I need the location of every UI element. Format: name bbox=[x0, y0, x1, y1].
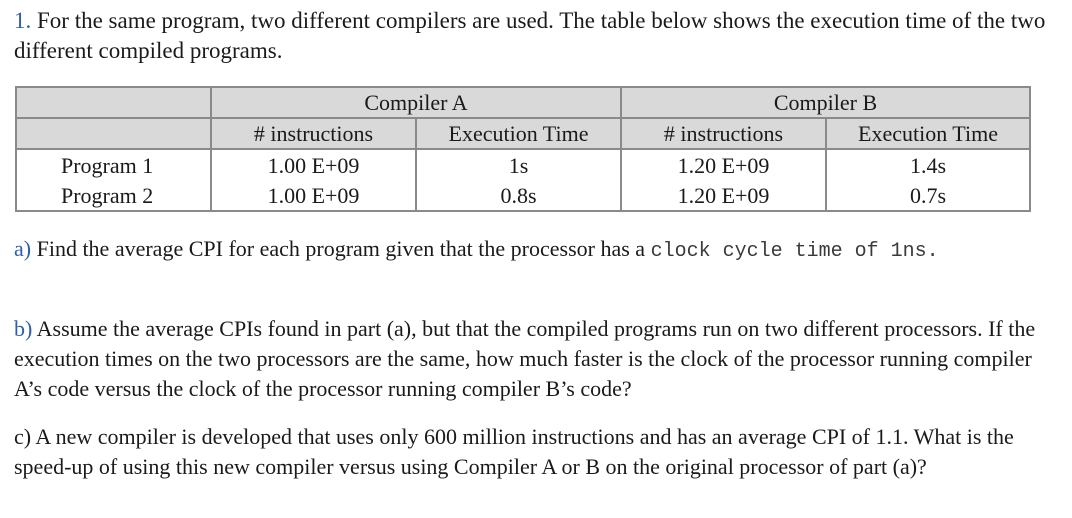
table-corner-cell bbox=[16, 118, 211, 149]
part-c bbox=[14, 422, 1054, 482]
question-intro bbox=[14, 6, 1054, 66]
table-row bbox=[16, 180, 1030, 211]
col-header-b-exec-time: Execution Time bbox=[826, 118, 1030, 149]
part-b-text: Assume the average CPIs found in part (a), but that the compiled programs run on two different processors. If the execution times on the two processors are the same, how much faster is the clock of the processor running compiler A’s code versus the clock of the processor running compiler B’s code? bbox=[14, 316, 1036, 401]
table-row bbox=[16, 149, 1030, 180]
cell-a-instructions: 1.00 E+09 bbox=[211, 149, 416, 180]
execution-time-table bbox=[15, 86, 1031, 212]
table-column-header-row bbox=[16, 118, 1030, 149]
cell-b-instructions: 1.20 E+09 bbox=[621, 180, 826, 211]
cell-b-instructions: 1.20 E+09 bbox=[621, 149, 826, 180]
part-a-code: clock cycle time of 1ns. bbox=[650, 240, 939, 263]
compiler-b-header: Compiler B bbox=[621, 87, 1030, 118]
cell-a-exec-time: 1s bbox=[416, 149, 621, 180]
part-a-text: Find the average CPI for each program given that the processor has a bbox=[36, 236, 646, 261]
part-b-letter: b) bbox=[14, 316, 33, 341]
part-c-letter: c) bbox=[14, 424, 32, 449]
part-b bbox=[14, 314, 1054, 404]
cell-a-exec-time: 0.8s bbox=[416, 180, 621, 211]
col-header-a-exec-time: Execution Time bbox=[416, 118, 621, 149]
question-intro-text: For the same program, two different compilers are used. The table below shows the execution time of the two different compiled programs. bbox=[14, 8, 1046, 63]
table-corner-cell bbox=[16, 87, 211, 118]
row-label: Program 2 bbox=[16, 180, 211, 211]
question-number: 1. bbox=[14, 8, 32, 33]
part-c-text: A new compiler is developed that uses only 600 million instructions and has an average CPI of 1.1. What is the speed-up of using this new compiler versus using Compiler A or B on the original processor of part (a)? bbox=[14, 424, 1014, 479]
cell-b-exec-time: 1.4s bbox=[826, 149, 1030, 180]
part-a bbox=[14, 234, 1054, 267]
row-label: Program 1 bbox=[16, 149, 211, 180]
col-header-a-instructions: # instructions bbox=[211, 118, 416, 149]
col-header-b-instructions: # instructions bbox=[621, 118, 826, 149]
table-group-header-row bbox=[16, 87, 1030, 118]
cell-b-exec-time: 0.7s bbox=[826, 180, 1030, 211]
part-a-letter: a) bbox=[14, 236, 32, 261]
compiler-a-header: Compiler A bbox=[211, 87, 621, 118]
cell-a-instructions: 1.00 E+09 bbox=[211, 180, 416, 211]
